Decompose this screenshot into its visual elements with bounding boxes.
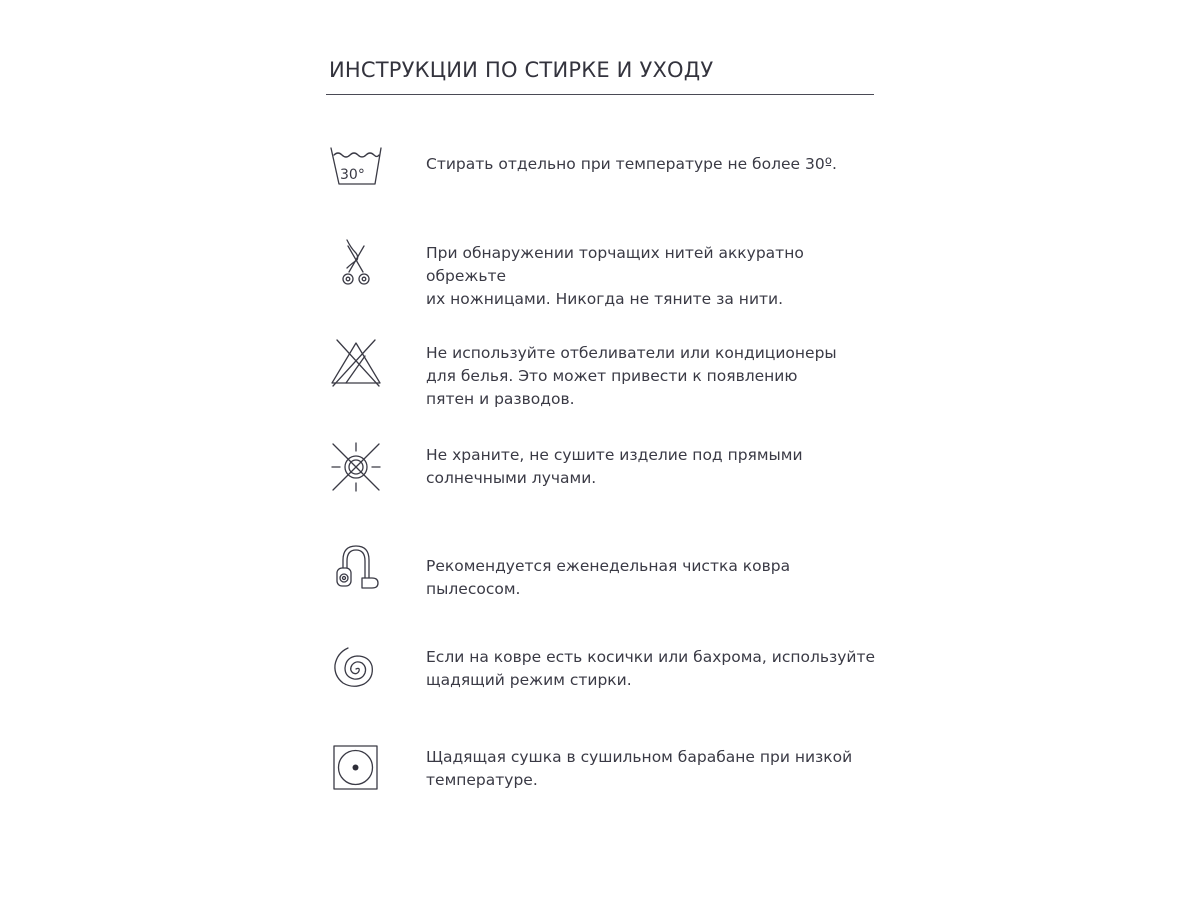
care-item-text: Стирать отдельно при температуре не более 30º.	[426, 155, 837, 173]
scissors-icon	[329, 238, 383, 292]
care-item-text: Не храните, не сушите изделие под прямыми солнечными лучами.	[426, 446, 803, 487]
care-instructions-page	[326, 0, 876, 900]
care-item-text: При обнаружении торчащих нитей аккуратно обрежьте их ножницами. Никогда не тяните за нити.	[426, 244, 804, 308]
page-title: ИНСТРУКЦИИ ПО СТИРКЕ И УХОДУ	[329, 58, 714, 82]
title-divider	[326, 94, 874, 95]
no-sun-icon	[329, 440, 383, 494]
care-item-text: Не используйте отбеливатели или кондиционеры для белья. Это может привести к появлению пятен и разводов.	[426, 344, 837, 408]
care-item-text: Рекомендуется еженедельная чистка ковра пылесосом.	[426, 557, 791, 598]
gentle-cycle-spiral-icon	[329, 642, 383, 696]
no-bleach-icon	[329, 336, 383, 390]
tumble-dry-low-icon	[329, 740, 383, 794]
wash-temperature-label: 30°	[340, 167, 365, 183]
vacuum-cleaner-icon	[329, 540, 383, 594]
care-item-text: Щадящая сушка в сушильном барабане при низкой температуре.	[426, 748, 853, 789]
wash-30-icon	[329, 140, 383, 194]
care-item-text: Если на ковре есть косички или бахрома, используйте щадящий режим стирки.	[426, 648, 876, 689]
